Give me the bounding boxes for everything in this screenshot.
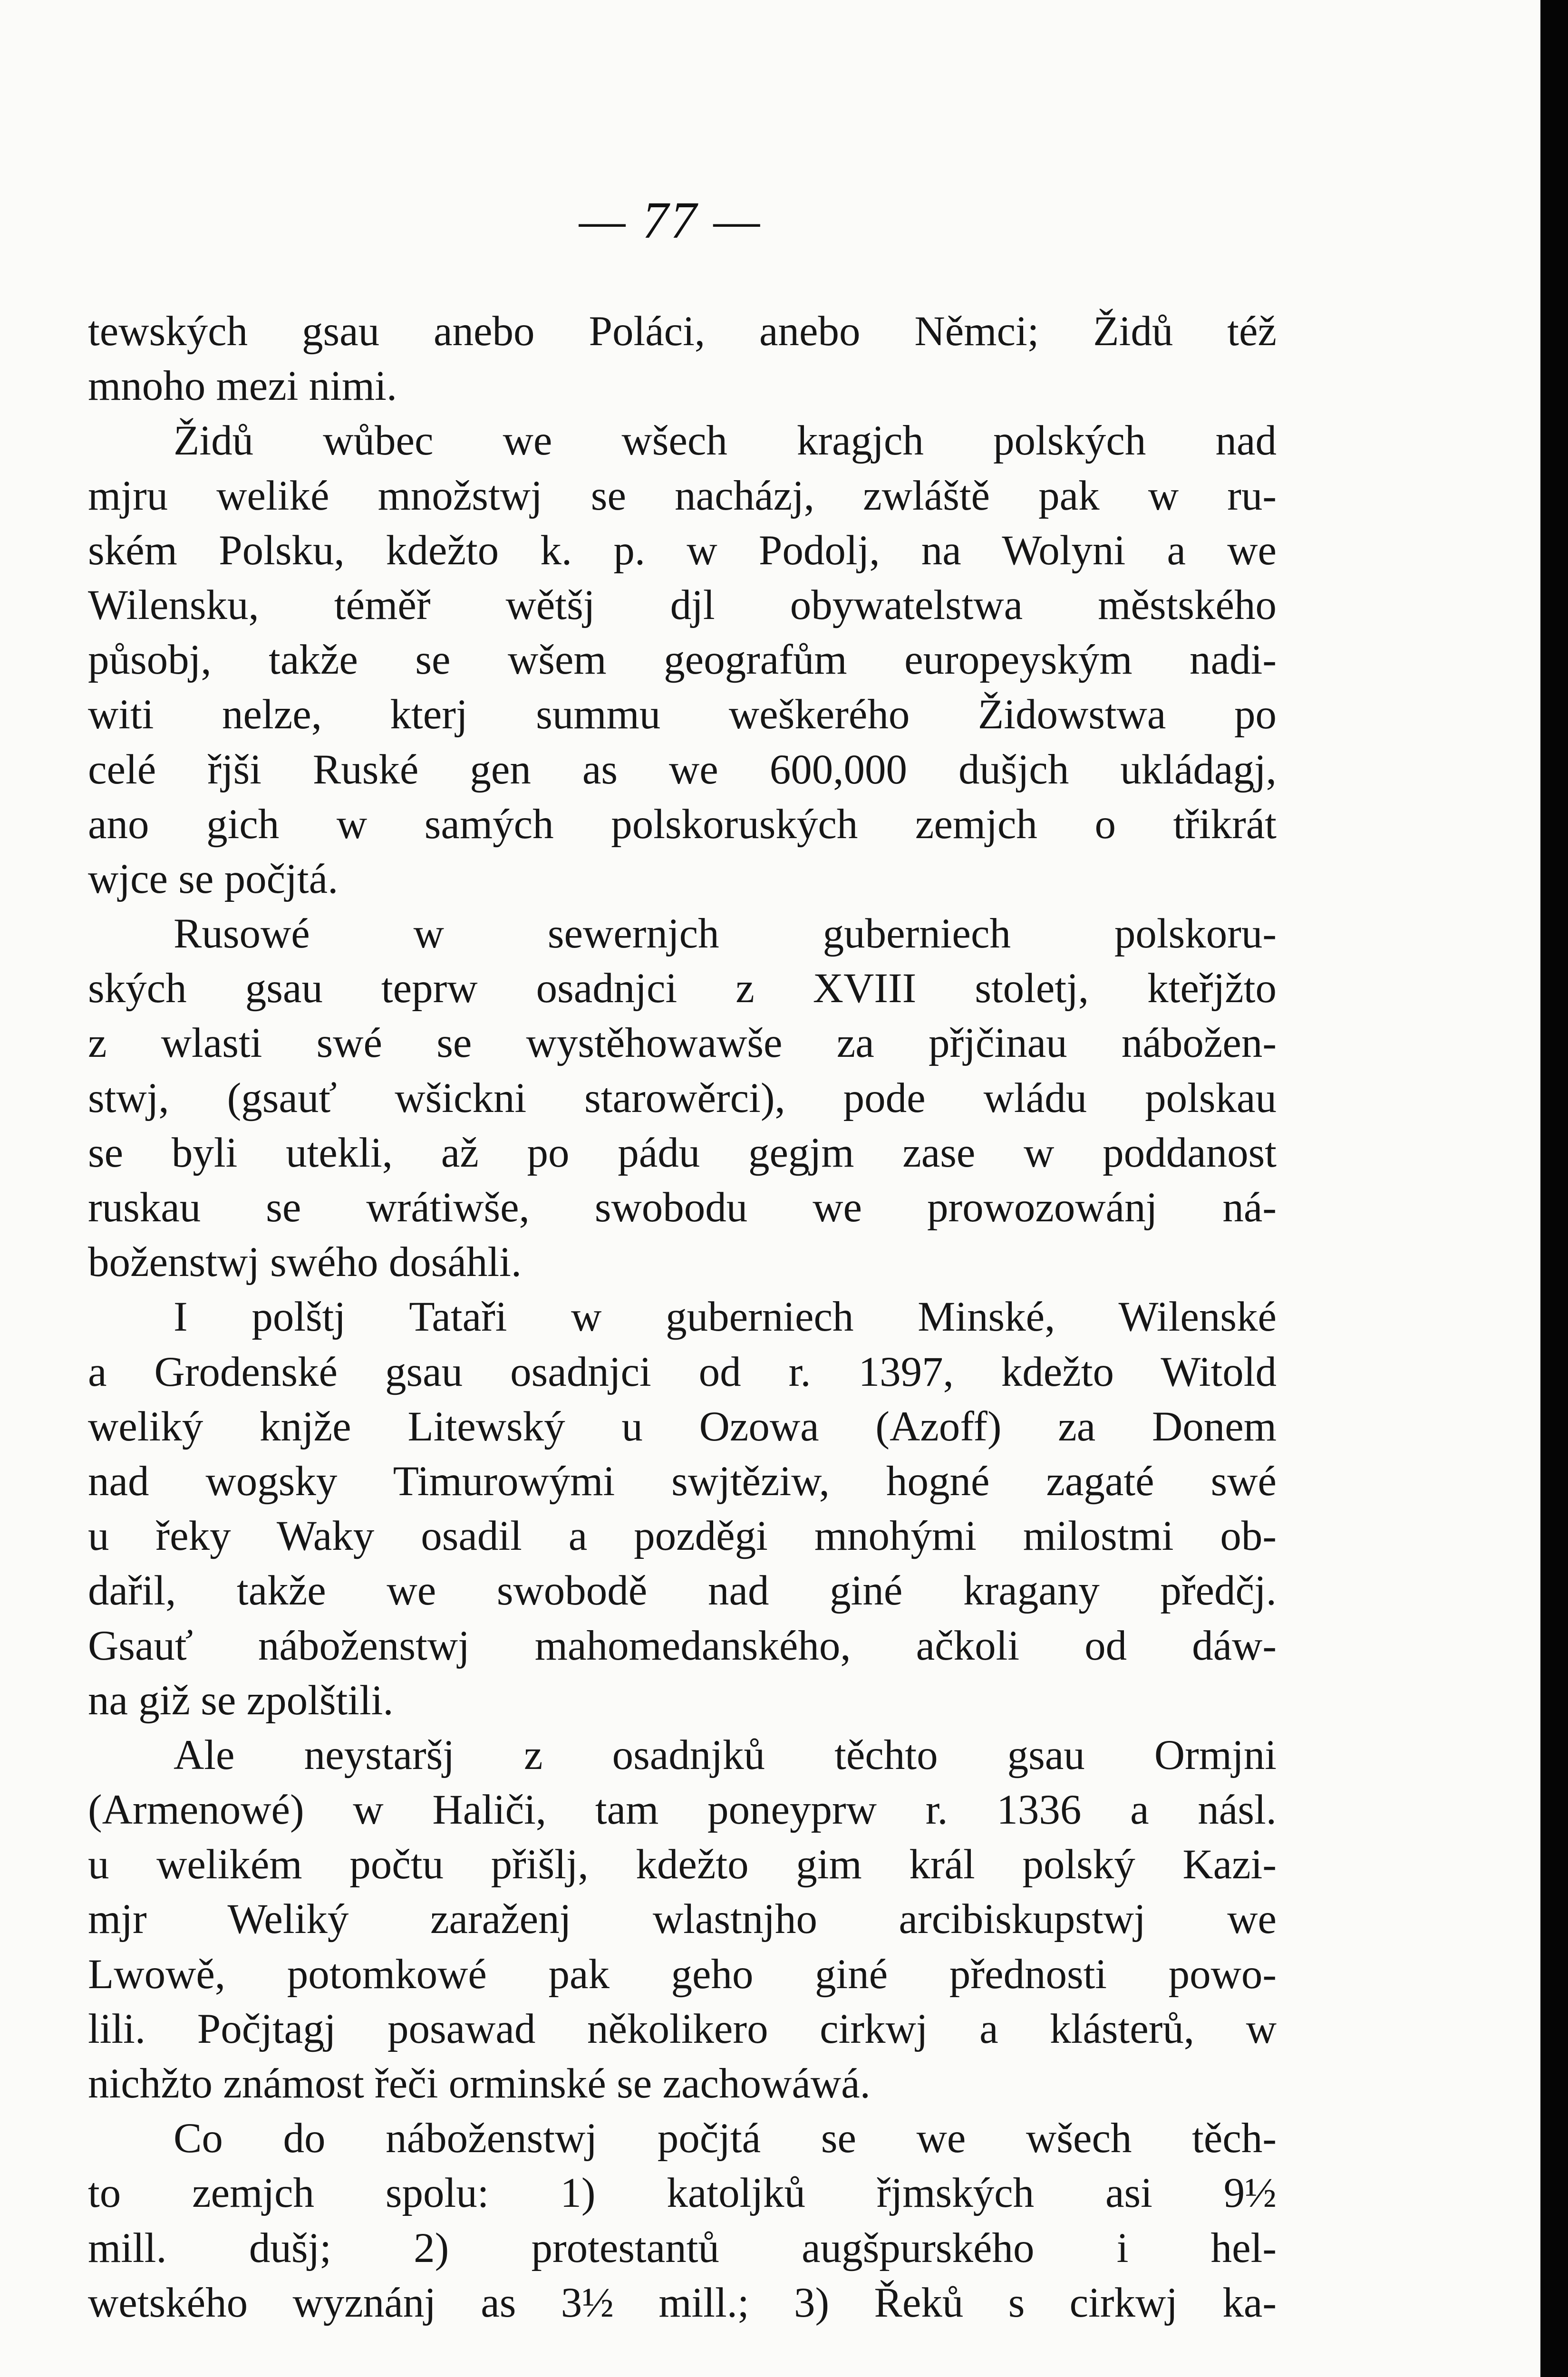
text-line: (Armenowé) w Haliči, tam poneyprw r. 1336 a násl.: [88, 1787, 1277, 1834]
text-line: u řeky Waky osadil a pozděgi mnohými milostmi ob-: [88, 1513, 1277, 1560]
text-line: tewských gsau anebo Poláci, anebo Němci; Židů též: [88, 308, 1277, 355]
text-line: celé řjši Ruské gen as we 600,000 dušjch ukládagj,: [88, 746, 1277, 793]
text-line: weliký knjže Litewský u Ozowa (Azoff) za Donem: [88, 1403, 1277, 1450]
text-line: stwj, (gsauť wšickni starowěrci), pode wládu polskau: [88, 1074, 1277, 1121]
dark-page-edge: [1540, 0, 1568, 2377]
text-line: působj, takže se wšem geografům europeyským nadi-: [88, 637, 1277, 684]
text-line: witi nelze, kterj summu weškerého Židowstwa po: [88, 691, 1277, 738]
text-line: a Grodenské gsau osadnjci od r. 1397, kdežto Witold: [88, 1348, 1277, 1395]
text-line: I polštj Tataři w guberniech Minské, Wilenské: [174, 1294, 1277, 1341]
body-text: [88, 304, 1277, 2330]
text-line: nad wogsky Timurowými swjtěziw, hogné zagaté swé: [88, 1458, 1277, 1505]
text-line: mill. dušj; 2) protestantů augšpurského i hel-: [88, 2224, 1277, 2271]
text-line: na giž se zpolštili.: [88, 1677, 394, 1724]
text-line: ano gich w samých polskoruských zemjch o třikrát: [88, 801, 1277, 848]
text-line: ruskau se wrátiwše, swobodu we prowozowánj ná-: [88, 1184, 1277, 1231]
text-line: mjr Weliký zaraženj wlastnjho arcibiskupstwj we: [88, 1896, 1277, 1943]
text-line: Lwowě, potomkowé pak geho giné přednosti powo-: [88, 1951, 1277, 1998]
text-line: wetského wyznánj as 3½ mill.; 3) Řeků s cirkwj ka-: [88, 2279, 1277, 2326]
text-line: ském Polsku, kdežto k. p. w Podolj, na Wolyni a we: [88, 527, 1277, 574]
text-line: nichžto známost řeči orminské se zachowáwá.: [88, 2060, 871, 2107]
text-line: se byli utekli, až po pádu gegjm zase w poddanost: [88, 1129, 1277, 1176]
text-line: wjce se počjtá.: [88, 855, 339, 902]
text-line: mjru weliké množstwj se nacházj, zwláště pak w ru-: [88, 472, 1277, 519]
text-line: ských gsau teprw osadnjci z XVIII stoletj, kteřjžto: [88, 965, 1277, 1012]
page-number: — 77 —: [579, 191, 762, 249]
text-line: Židů wůbec we wšech kragjch polských nad: [174, 417, 1277, 464]
text-line: Co do náboženstwj počjtá se we wšech těch-: [174, 2115, 1277, 2162]
text-line: to zemjch spolu: 1) katoljků řjmských asi 9½: [88, 2170, 1277, 2217]
text-line: mnoho mezi nimi.: [88, 363, 397, 410]
text-line: Wilensku, téměř wětšj djl obywatelstwa městského: [88, 581, 1277, 628]
text-line: lili. Počjtagj posawad několikero cirkwj a klásterů, w: [88, 2005, 1277, 2052]
text-line: u welikém počtu přišlj, kdežto gim král polský Kazi-: [88, 1841, 1277, 1888]
text-line: Ale neystaršj z osadnjků těchto gsau Ormjni: [174, 1731, 1277, 1778]
text-line: boženstwj swého dosáhli.: [88, 1239, 522, 1286]
text-line: dařil, takže we swobodě nad giné kragany předčj.: [88, 1567, 1277, 1614]
text-line: Gsauť náboženstwj mahomedanského, ačkoli od dáw-: [88, 1622, 1277, 1669]
text-line: z wlasti swé se wystěhowawše za přjčinau nábožen-: [88, 1020, 1277, 1067]
text-line: Rusowé w sewernjch guberniech polskoru-: [174, 910, 1277, 957]
